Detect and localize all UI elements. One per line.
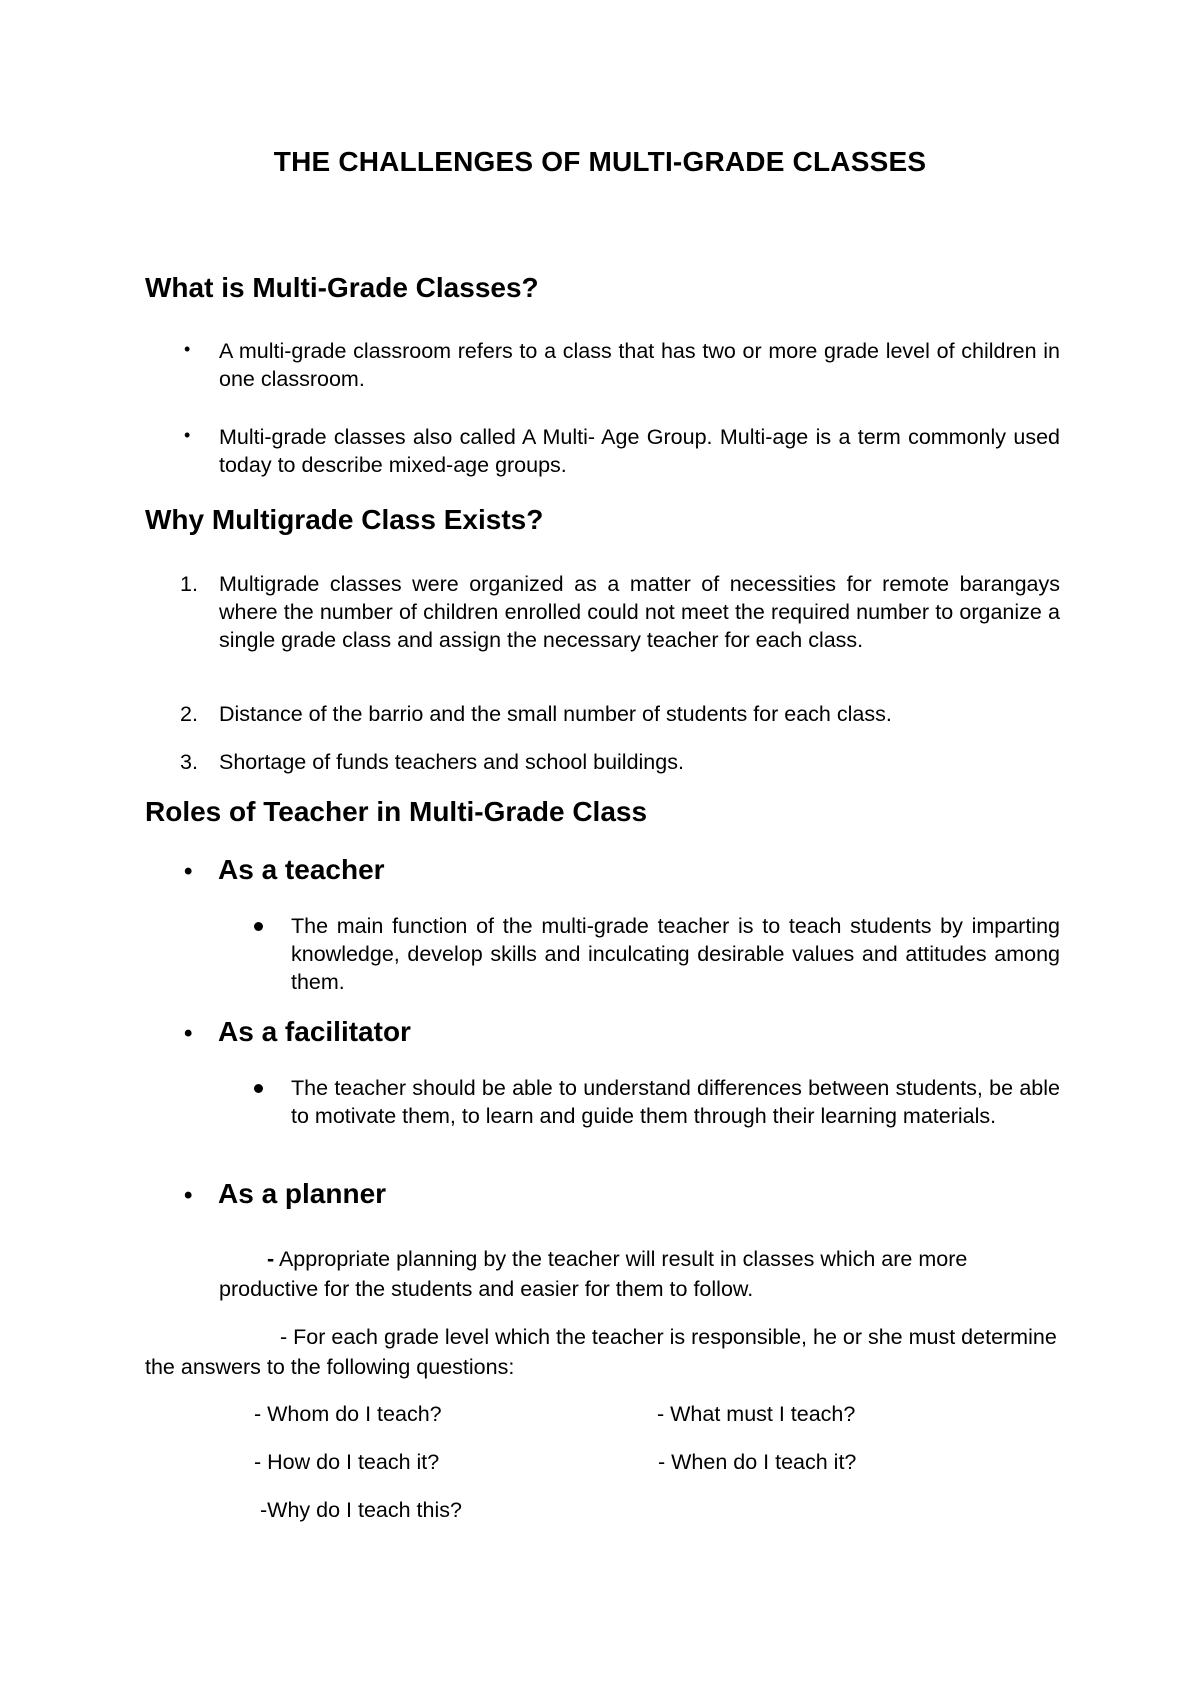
question-item: - Whom do I teach?	[254, 1402, 442, 1426]
question-item: - What must I teach?	[657, 1402, 856, 1426]
bullet-marker: •	[184, 1020, 193, 1047]
document-title: THE CHALLENGES OF MULTI-GRADE CLASSES	[273, 146, 927, 177]
role-heading-facilitator: As a facilitator	[218, 1016, 411, 1047]
list-item: Distance of the barrio and the small number of students for each class.	[219, 702, 892, 726]
question-item: -Why do I teach this?	[260, 1498, 462, 1522]
bullet-dot	[254, 1084, 263, 1093]
list-item: A multi-grade classroom refers to a class that has two or more grade level of children in one classroom.	[219, 339, 1060, 391]
role-description: The teacher should be able to understand differences between students, be able to motivate them, to learn and guide them through their learning materials.	[291, 1076, 1060, 1128]
role-heading-planner: As a planner	[218, 1178, 387, 1209]
list-item: Multi-grade classes also called A Multi- Age Group. Multi-age is a term commonly used today to describe mixed-age groups.	[219, 425, 1060, 477]
planner-paragraph-text: Appropriate planning by the teacher will result in classes which are more productive for the students and easier for them to follow.	[219, 1247, 968, 1301]
list-item: Multigrade classes were organized as a matter of necessities for remote barangays where the number of children enrolled could not meet the required number to organize a single grade class and assign the necessary teacher for each class.	[219, 572, 1060, 652]
section-heading-why-exists: Why Multigrade Class Exists?	[145, 504, 544, 535]
list-number: 3.	[180, 750, 198, 774]
question-item: - When do I teach it?	[658, 1450, 857, 1474]
bullet-marker: •	[184, 858, 193, 885]
role-heading-teacher: As a teacher	[218, 854, 385, 885]
list-number: 2.	[180, 702, 198, 726]
list-item: Shortage of funds teachers and school buildings.	[219, 750, 684, 774]
planner-dash: -	[267, 1247, 275, 1271]
bullet-marker: •	[184, 339, 191, 359]
bullet-dot	[254, 922, 263, 931]
bullet-marker: •	[184, 425, 191, 445]
question-item: - How do I teach it?	[254, 1450, 440, 1474]
section-heading-what-is: What is Multi-Grade Classes?	[145, 272, 539, 303]
planner-paragraph-questions-intro: - For each grade level which the teacher is responsible, he or she must determine the answers to the following questions:	[145, 1325, 1057, 1379]
planner-paragraph	[219, 1244, 1060, 1304]
bullet-marker: •	[184, 1182, 193, 1209]
role-description: The main function of the multi-grade teacher is to teach students by imparting knowledge, develop skills and inculcating desirable values and attitudes among them.	[291, 914, 1060, 994]
section-heading-roles: Roles of Teacher in Multi-Grade Class	[145, 796, 648, 827]
list-number: 1.	[180, 572, 198, 596]
